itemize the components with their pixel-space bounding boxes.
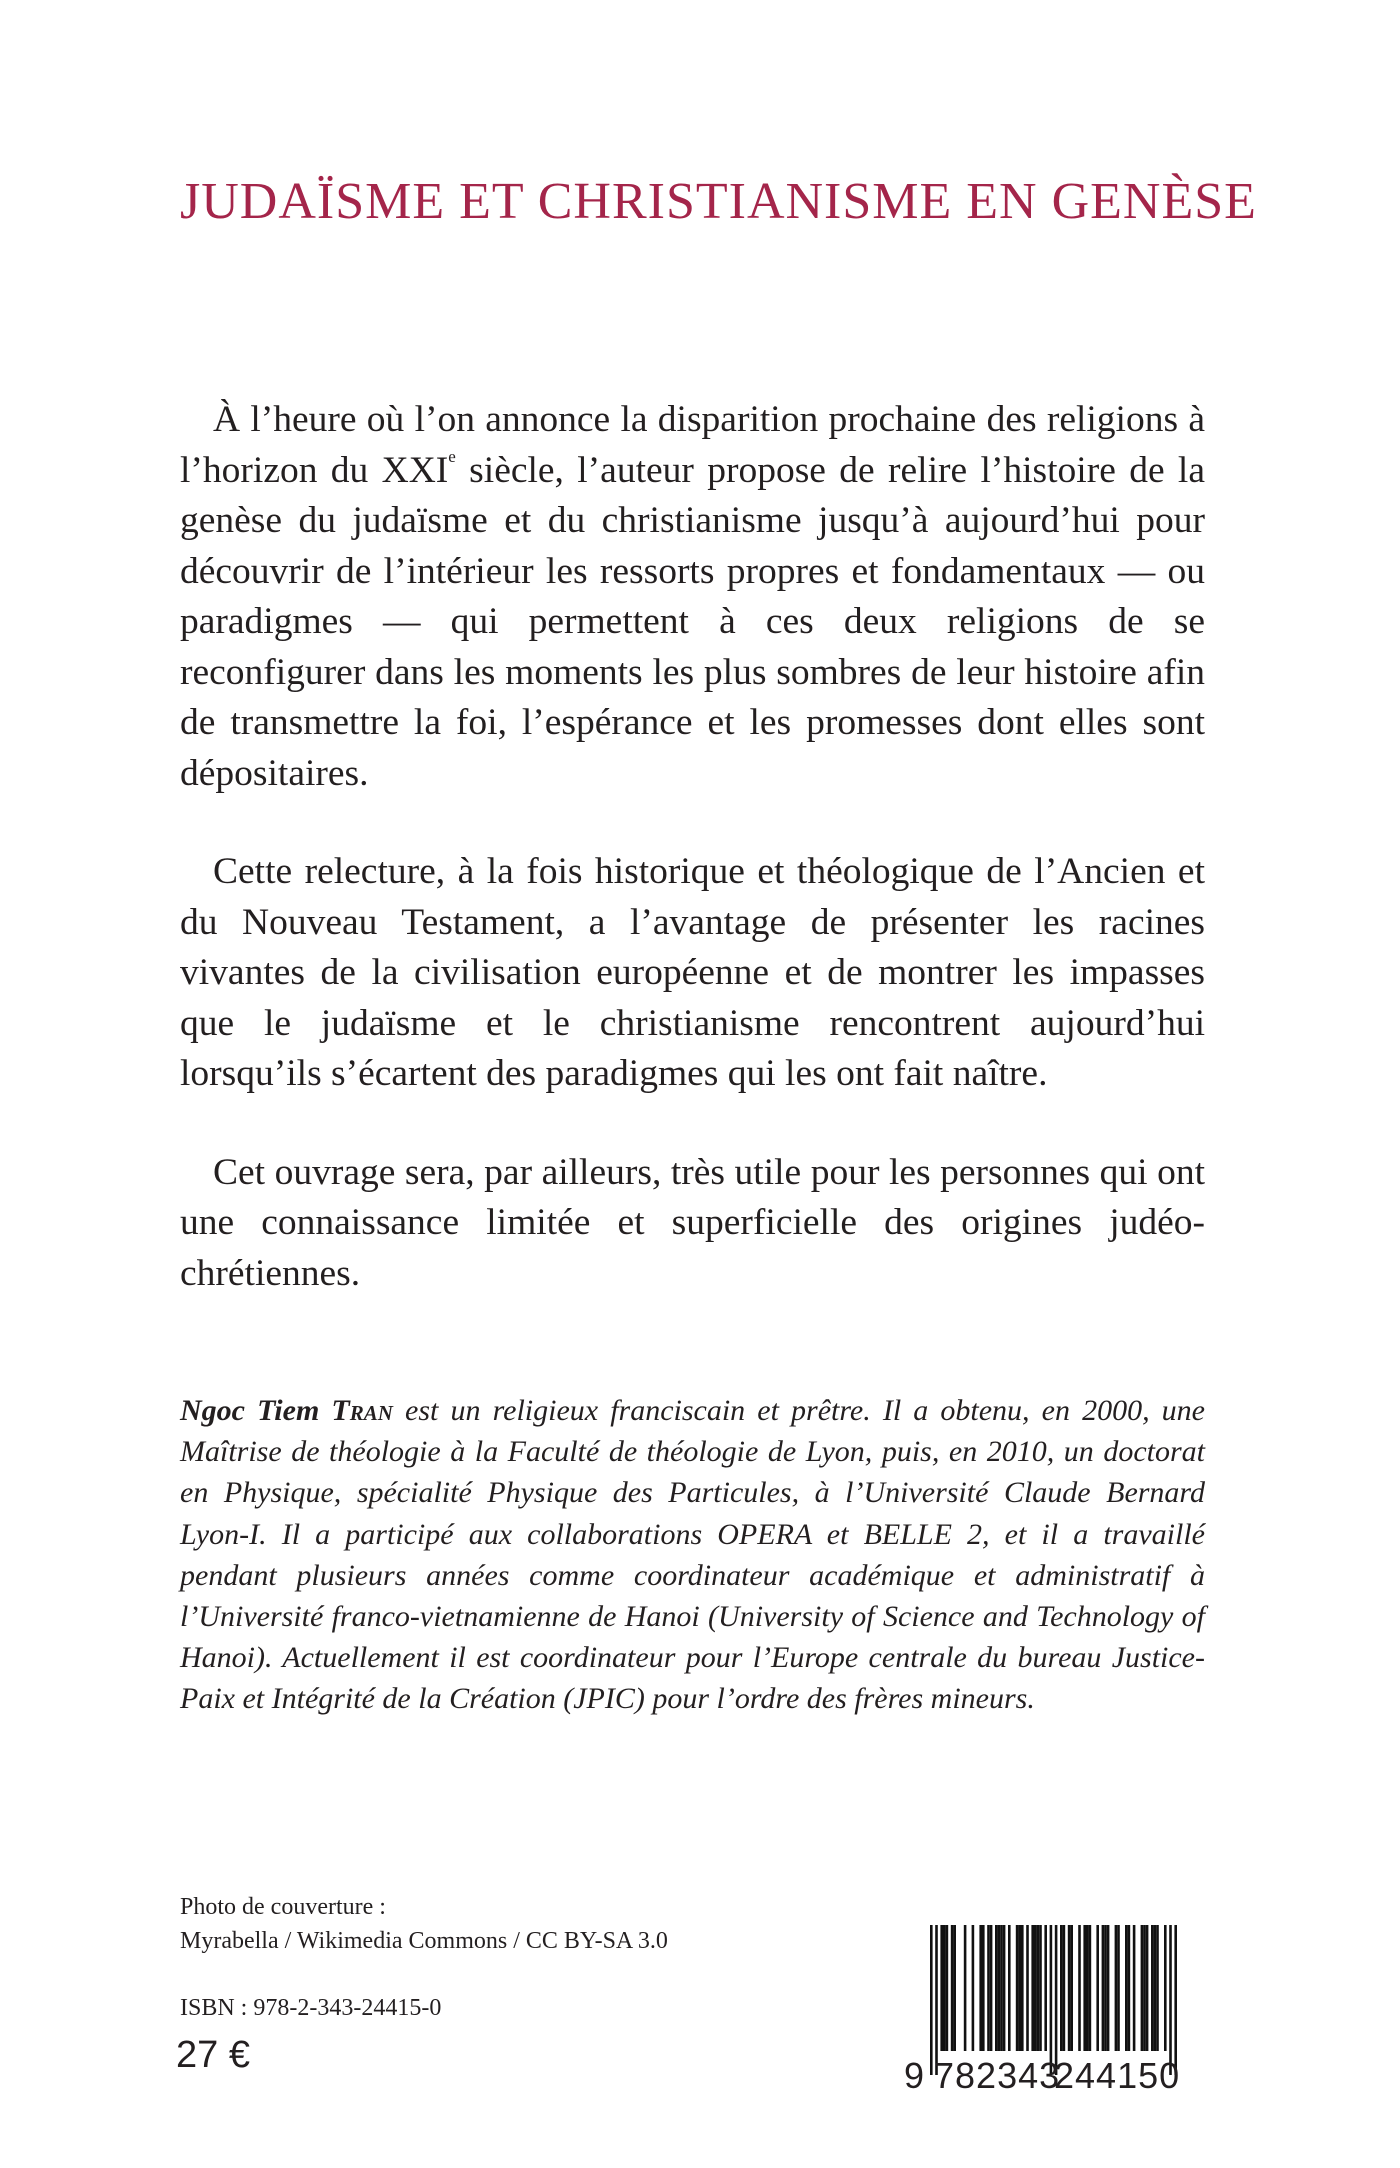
barcode-bar xyxy=(1003,1925,1006,2051)
barcode-digits xyxy=(904,2051,1200,2099)
barcode-bar xyxy=(943,1925,946,2051)
barcode-bar xyxy=(946,1925,949,2051)
price: 27 € xyxy=(176,2034,250,2076)
barcode-bar xyxy=(1117,1925,1120,2051)
barcode-bar xyxy=(1141,1925,1144,2051)
barcode-bar xyxy=(1146,1925,1149,2051)
barcode-bar xyxy=(1107,1925,1110,2051)
barcode-bar xyxy=(1000,1925,1003,2051)
summary-p1-end: siècle, l’auteur propose de relire l’histoire de la genèse du judaïsme et du christianisme jusqu’à aujourd’hui pour découvrir de l’intérieur les ressorts propres et fondamentaux — ou paradigmes — qui permettent à ces deux religions de se reconfigurer dans les moments les plus sombres de leur histoire afin de transmettre la foi, l’espérance et les promesses dont elles sont dépositaires. xyxy=(180,449,1205,794)
barcode-bar xyxy=(1070,1925,1073,2051)
barcode-right-group: 244150 xyxy=(1054,2055,1181,2096)
barcode-bar xyxy=(987,1925,990,2051)
barcode-first-digit: 9 xyxy=(904,2055,925,2096)
barcode-bar xyxy=(1125,1925,1128,2051)
barcode-bar xyxy=(1128,1925,1131,2051)
barcode-bar xyxy=(1096,1925,1099,2051)
barcode-bar xyxy=(1083,1925,1086,2051)
summary-paragraph-3: Cet ouvrage sera, par ailleurs, très utile pour les personnes qui ont une connaissance limitée et superficielle des origines judéo-chrétiennes. xyxy=(180,1151,1205,1294)
barcode-bar xyxy=(995,1925,998,2051)
barcode-bar xyxy=(1031,1925,1034,2051)
author-bio-text: est un religieux franciscain et prêtre. Il a obtenu, en 2000, une Maîtrise de théologie à la Faculté de théologie de Lyon, puis, en 2010, un doctorat en Physique, spécialité Physique des Particules, à l’Université Claude Bernard Lyon-I. Il a participé aux collaborations OPERA et BELLE 2, et il a travaillé pendant plusieurs années comme coordinateur académique et administratif à l’Université franco-vietnamienne de Hanoi (University of Science and Technology of Hanoi). Actuellement il est coordinateur pour l’Europe centrale du bureau Justice-Paix et Intégrité de la Création (JPIC) pour l’ordre des frères mineurs. xyxy=(180,1394,1205,1716)
author-bio xyxy=(180,1390,1205,1720)
barcode-bar xyxy=(953,1925,956,2051)
barcode-bar xyxy=(990,1925,993,2051)
barcode-bar xyxy=(998,1925,1001,2051)
summary-paragraph-1 xyxy=(180,395,1205,799)
barcode-bar xyxy=(1063,1925,1066,2051)
barcode-bar xyxy=(1060,1925,1063,2051)
barcode-bar xyxy=(1133,1925,1136,2051)
barcode xyxy=(904,1925,1200,2099)
photo-credit-label: Photo de couverture : xyxy=(180,1894,386,1920)
barcode-bar xyxy=(1021,1925,1024,2051)
barcode-left-group: 782343 xyxy=(934,2055,1061,2096)
author-surname: Tran xyxy=(331,1394,393,1427)
barcode-bar xyxy=(1039,1925,1042,2051)
barcode-bar xyxy=(1016,1925,1019,2051)
book-summary xyxy=(180,395,1205,1347)
photo-credits xyxy=(180,1890,668,1958)
barcode-bar xyxy=(1104,1925,1107,2051)
barcode-bar xyxy=(972,1925,975,2051)
summary-p1-start: À l’heure où l’on annonce la disparition prochaine des religions à l’horizon du XXI xyxy=(180,399,1205,491)
barcode-bar xyxy=(982,1925,985,2051)
barcode-bar xyxy=(1102,1925,1105,2051)
barcode-bar xyxy=(1154,1925,1157,2051)
barcode-bar xyxy=(1037,1925,1040,2051)
barcode-bar xyxy=(1026,1925,1029,2051)
barcode-bar xyxy=(1018,1925,1021,2051)
barcode-bar xyxy=(1151,1925,1154,2051)
author-first-names: Ngoc Tiem xyxy=(180,1394,320,1427)
barcode-bar xyxy=(1115,1925,1118,2051)
barcode-bar xyxy=(1089,1925,1092,2051)
barcode-bar xyxy=(1008,1925,1011,2051)
barcode-bar xyxy=(964,1925,967,2051)
barcode-bar xyxy=(1044,1925,1047,2051)
barcode-bar xyxy=(1034,1925,1037,2051)
barcode-bar xyxy=(1086,1925,1089,2051)
barcode-bar xyxy=(951,1925,954,2051)
century-suffix: e xyxy=(448,446,456,466)
barcode-bar xyxy=(979,1925,982,2051)
barcode-bar xyxy=(1078,1925,1081,2051)
summary-paragraph-2: Cette relecture, à la fois historique et théologique de l’Ancien et du Nouveau Testament, a l’avantage de présenter les racines vivantes de la civilisation européenne et de montrer les impasses que le judaïsme et le christianisme rencontrent aujourd’hui lorsqu’ils s’écartent des paradigmes qui les ont fait naître. xyxy=(180,851,1205,1094)
barcode-bar xyxy=(1164,1925,1167,2051)
barcode-bar xyxy=(940,1925,943,2051)
isbn: ISBN : 978-2-343-24415-0 xyxy=(180,1995,442,2021)
barcode-bar xyxy=(1143,1925,1146,2051)
book-title: JUDAÏSME ET CHRISTIANISME EN GENÈSE xyxy=(180,173,1257,230)
barcode-bar xyxy=(1068,1925,1071,2051)
photo-credit-source: Myrabella / Wikimedia Commons / CC BY-SA 3.0 xyxy=(180,1928,668,1954)
barcode-bar xyxy=(1156,1925,1159,2051)
